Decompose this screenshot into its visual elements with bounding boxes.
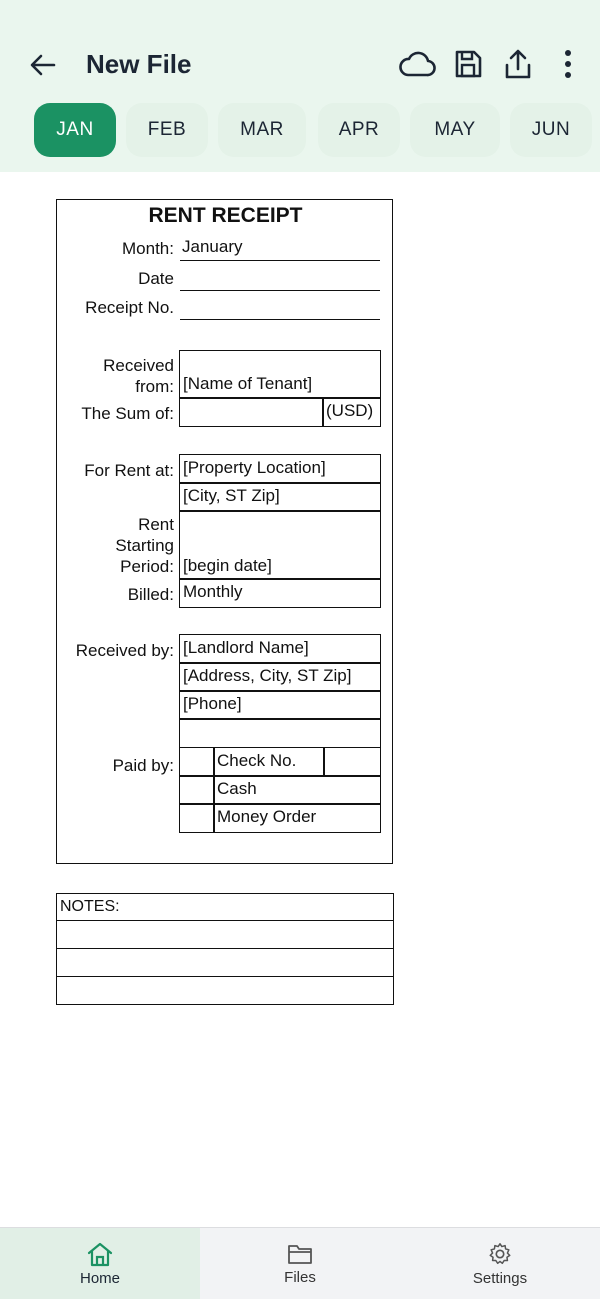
receipt-title: RENT RECEIPT bbox=[148, 204, 303, 227]
received-from-label-2: from: bbox=[135, 377, 174, 396]
notes-line[interactable] bbox=[56, 949, 394, 977]
notes-line[interactable] bbox=[56, 921, 394, 949]
received-from-label-1: Received bbox=[103, 356, 174, 375]
rent-at-label: For Rent at: bbox=[84, 461, 174, 480]
money-order-checkbox[interactable] bbox=[179, 803, 215, 833]
notes-line[interactable] bbox=[56, 977, 394, 1005]
month-tabs bbox=[0, 101, 600, 161]
money-order-label: Money Order bbox=[213, 803, 381, 833]
city-st-zip-cell[interactable]: [City, ST Zip] bbox=[179, 482, 381, 512]
landlord-phone-cell[interactable]: [Phone] bbox=[179, 690, 381, 720]
share-icon bbox=[503, 48, 533, 80]
sum-label: The Sum of: bbox=[81, 404, 174, 423]
received-by-label: Received by: bbox=[75, 641, 174, 660]
landlord-address-cell[interactable]: [Address, City, ST Zip] bbox=[179, 662, 381, 692]
notes-label: NOTES: bbox=[56, 893, 394, 921]
currency-cell: (USD) bbox=[322, 397, 381, 427]
receipt-no-label: Receipt No. bbox=[85, 298, 174, 317]
month-label: Month: bbox=[122, 239, 174, 258]
period-label-2: Starting bbox=[115, 536, 174, 555]
nav-settings-label: Settings bbox=[472, 1269, 528, 1287]
tenant-name-cell[interactable]: [Name of Tenant] bbox=[179, 350, 381, 399]
billed-label: Billed: bbox=[127, 585, 174, 604]
nav-home[interactable] bbox=[0, 1228, 200, 1299]
rent-receipt-sheet bbox=[56, 199, 393, 864]
nav-settings[interactable] bbox=[400, 1228, 600, 1299]
cash-label: Cash bbox=[213, 775, 381, 805]
nav-files-label: Files bbox=[284, 1268, 316, 1286]
tab-may[interactable]: MAY bbox=[410, 103, 500, 157]
blank-row bbox=[179, 718, 381, 748]
nav-home-label: Home bbox=[79, 1269, 120, 1287]
check-no-label: Check No. bbox=[213, 747, 325, 777]
gear-icon bbox=[486, 1241, 514, 1267]
save-button[interactable] bbox=[448, 44, 488, 84]
tab-jun[interactable]: JUN bbox=[510, 103, 592, 157]
landlord-name-cell[interactable]: [Landlord Name] bbox=[179, 634, 381, 664]
share-button[interactable] bbox=[498, 44, 538, 84]
more-vertical-icon bbox=[563, 49, 573, 79]
period-label-1: Rent bbox=[138, 515, 174, 534]
tab-jan[interactable]: JAN bbox=[34, 103, 116, 157]
notes-section bbox=[56, 893, 394, 1005]
cloud-button[interactable] bbox=[397, 44, 437, 84]
check-no-field[interactable] bbox=[323, 747, 381, 777]
tab-apr[interactable]: APR bbox=[318, 103, 400, 157]
app-header bbox=[0, 0, 600, 172]
check-checkbox[interactable] bbox=[179, 747, 215, 777]
cash-checkbox[interactable] bbox=[179, 775, 215, 805]
tab-feb[interactable]: FEB bbox=[126, 103, 208, 157]
date-label: Date bbox=[138, 269, 174, 288]
more-options-button[interactable] bbox=[548, 44, 588, 84]
date-field[interactable] bbox=[180, 290, 380, 291]
home-icon bbox=[86, 1241, 114, 1267]
month-field-line bbox=[180, 260, 380, 261]
sum-amount-cell[interactable] bbox=[179, 397, 324, 427]
billed-value-cell[interactable]: Monthly bbox=[179, 578, 381, 608]
bottom-navigation bbox=[0, 1227, 600, 1299]
receipt-no-field[interactable] bbox=[180, 319, 380, 320]
folder-icon bbox=[286, 1242, 314, 1266]
tab-mar[interactable]: MAR bbox=[218, 103, 306, 157]
cloud-icon bbox=[398, 49, 436, 79]
save-icon bbox=[453, 49, 483, 79]
property-location-cell[interactable]: [Property Location] bbox=[179, 454, 381, 484]
paid-by-label: Paid by: bbox=[112, 756, 174, 775]
page-title: New File bbox=[86, 49, 192, 79]
back-button[interactable] bbox=[26, 48, 60, 82]
month-value[interactable]: January bbox=[182, 237, 243, 256]
period-label-3: Period: bbox=[120, 557, 174, 576]
back-arrow-icon bbox=[29, 51, 57, 79]
begin-date-cell[interactable]: [begin date] bbox=[179, 510, 381, 580]
nav-files[interactable] bbox=[200, 1228, 400, 1299]
